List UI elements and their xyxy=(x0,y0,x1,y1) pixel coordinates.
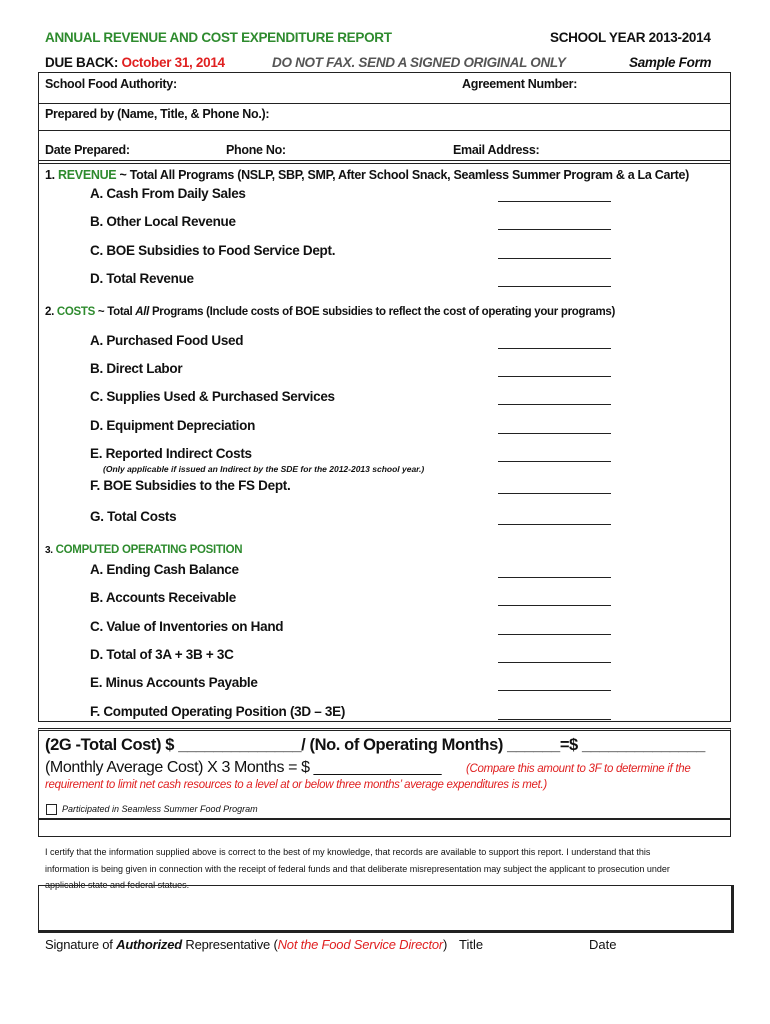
signature-label: Signature of Authorized Representative (Not the Food Service Director) xyxy=(45,937,448,952)
seamless-summer-checkbox[interactable] xyxy=(46,804,57,815)
position-item-label: C. Value of Inventories on Hand xyxy=(90,619,284,634)
position-item-label: F. Computed Operating Position (3D – 3E) xyxy=(90,704,346,719)
costs-amount-field[interactable] xyxy=(498,461,611,462)
school-year: SCHOOL YEAR 2013-2014 xyxy=(550,30,711,45)
sfa-field[interactable]: School Food Authority: xyxy=(45,77,177,91)
compare-note: (Compare this amount to 3F to determine if the xyxy=(466,763,691,775)
position-amount-field[interactable] xyxy=(498,605,611,606)
costs-item-label: G. Total Costs xyxy=(90,509,177,524)
seamless-summer-label: Participated in Seamless Summer Food Program xyxy=(62,804,258,814)
email-field[interactable]: Email Address: xyxy=(453,143,540,157)
revenue-amount-field[interactable] xyxy=(498,258,611,259)
revenue-item-label: D. Total Revenue xyxy=(90,271,194,286)
divider xyxy=(38,103,731,104)
costs-amount-field[interactable] xyxy=(498,433,611,434)
no-fax-notice: DO NOT FAX. SEND A SIGNED ORIGINAL ONLY xyxy=(272,55,566,70)
revenue-amount-field[interactable] xyxy=(498,229,611,230)
revenue-amount-field[interactable] xyxy=(498,201,611,202)
costs-item-label: D. Equipment Depreciation xyxy=(90,418,256,433)
costs-item-label: A. Purchased Food Used xyxy=(90,333,244,348)
agreement-number-field[interactable]: Agreement Number: xyxy=(462,77,578,91)
costs-heading: 2. COSTS ~ Total All Programs (Include costs of BOE subsidies to reflect the cost of operating your programs) xyxy=(45,306,616,318)
position-amount-field[interactable] xyxy=(498,690,611,691)
costs-item-label: F. BOE Subsidies to the FS Dept. xyxy=(90,478,291,493)
costs-amount-field[interactable] xyxy=(498,376,611,377)
indirect-cost-note: (Only applicable if issued an Indirect by the SDE for the 2012-2013 school year.) xyxy=(103,464,425,474)
sample-form-label: Sample Form xyxy=(629,55,712,70)
costs-item-label: B. Direct Labor xyxy=(90,361,183,376)
total-cost-calculation[interactable]: (2G -Total Cost) $ ______________/ (No. of Operating Months) ______=$ ______________ xyxy=(45,736,705,754)
position-amount-field[interactable] xyxy=(498,719,611,720)
revenue-item-label: C. BOE Subsidies to Food Service Dept. xyxy=(90,243,336,258)
revenue-heading: 1. REVENUE ~ Total All Programs (NSLP, SBP, SMP, After School Snack, Seamless Summer Program & a La Carte) xyxy=(45,168,690,182)
signature-box[interactable] xyxy=(38,885,734,933)
revenue-item-label: B. Other Local Revenue xyxy=(90,214,236,229)
divider xyxy=(38,163,731,164)
divider xyxy=(38,160,731,161)
position-item-label: D. Total of 3A + 3B + 3C xyxy=(90,647,234,662)
prepared-by-field[interactable]: Prepared by (Name, Title, & Phone No.): xyxy=(45,107,270,121)
position-amount-field[interactable] xyxy=(498,577,611,578)
due-back-label: DUE BACK: xyxy=(45,55,122,70)
position-amount-field[interactable] xyxy=(498,662,611,663)
compare-note-cont: requirement to limit net cash resources to a level at or below three months’ average expenditures is met.) xyxy=(45,779,547,791)
divider xyxy=(38,818,731,820)
report-title: ANNUAL REVENUE AND COST EXPENDITURE REPORT xyxy=(45,30,392,45)
costs-amount-field[interactable] xyxy=(498,524,611,525)
due-back xyxy=(45,56,225,70)
position-amount-field[interactable] xyxy=(498,634,611,635)
phone-field[interactable]: Phone No: xyxy=(226,143,286,157)
divider xyxy=(38,130,731,131)
position-item-label: A. Ending Cash Balance xyxy=(90,562,239,577)
title-label: Title xyxy=(459,937,484,952)
position-item-label: B. Accounts Receivable xyxy=(90,590,236,605)
date-label: Date xyxy=(589,937,617,952)
due-back-date: October 31, 2014 xyxy=(121,55,225,70)
costs-item-label: C. Supplies Used & Purchased Services xyxy=(90,389,335,404)
date-prepared-field[interactable]: Date Prepared: xyxy=(45,143,130,157)
monthly-average-calculation[interactable]: (Monthly Average Cost) X 3 Months = $ _______________ xyxy=(45,759,442,776)
position-heading: 3. COMPUTED OPERATING POSITION xyxy=(45,544,243,556)
revenue-item-label: A. Cash From Daily Sales xyxy=(90,186,246,201)
costs-amount-field[interactable] xyxy=(498,404,611,405)
costs-item-label: E. Reported Indirect Costs xyxy=(90,446,252,461)
position-item-label: E. Minus Accounts Payable xyxy=(90,675,258,690)
costs-amount-field[interactable] xyxy=(498,348,611,349)
costs-amount-field[interactable] xyxy=(498,493,611,494)
revenue-amount-field[interactable] xyxy=(498,286,611,287)
certification-text: I certify that the information supplied above is correct to the best of my knowledge, that records are available to support this report. I understand that this information is being given in connection with the receipt of federal funds and that deliberate misrepresentation may subject the applicant to prosecution under applicable state and federal statues. xyxy=(45,847,670,890)
